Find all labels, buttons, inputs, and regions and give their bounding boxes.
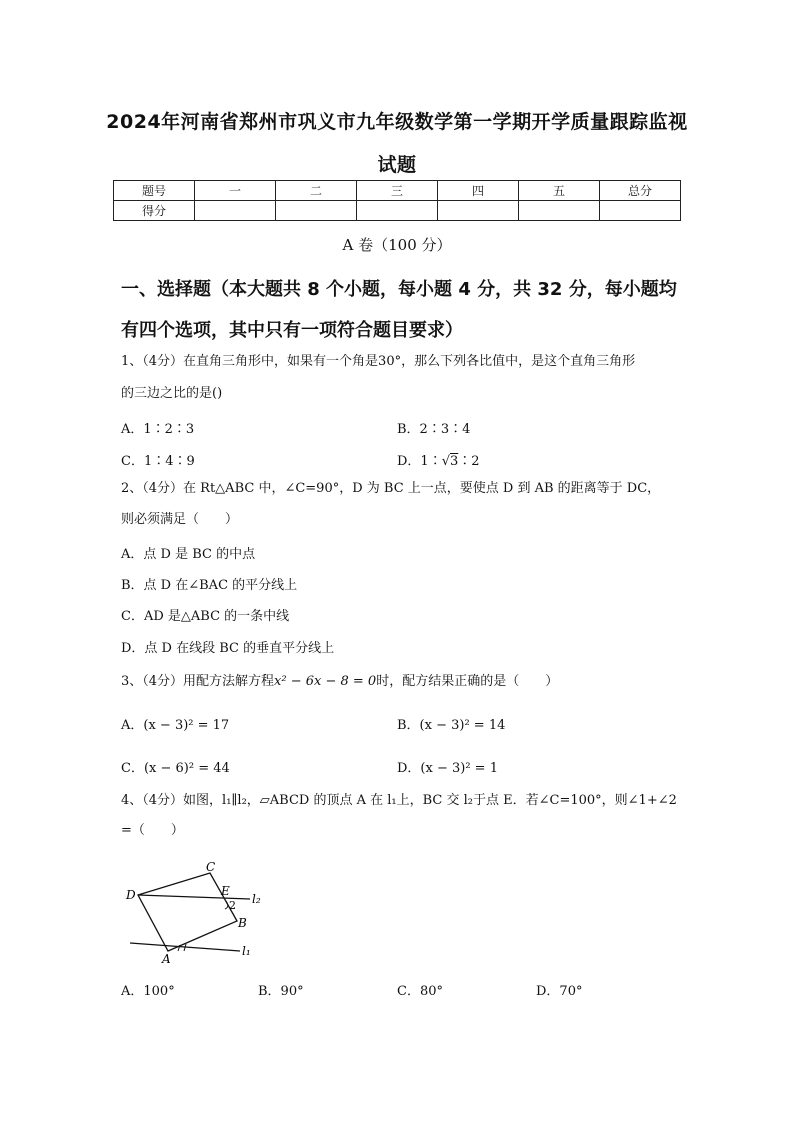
part1-heading-line1: 一、选择题（本大题共 8 个小题，每小题 4 分，共 32 分，每小题均 [121, 279, 677, 300]
table-cell: 得分 [114, 201, 195, 221]
table-cell: 三 [357, 181, 438, 201]
table-cell: 题号 [114, 181, 195, 201]
score-input-cell[interactable] [600, 201, 681, 221]
score-input-cell[interactable] [438, 201, 519, 221]
q3-option-b[interactable]: B．(x − 3)² = 14 [397, 718, 506, 733]
table-cell: 二 [276, 181, 357, 201]
q4-geometry-figure [120, 855, 280, 970]
q1-option-d-suffix: ∶2 [458, 454, 480, 469]
table-cell: 总分 [600, 181, 681, 201]
q1-option-d[interactable] [397, 450, 480, 469]
angle-2-mark [225, 901, 228, 909]
doc-title-line1: 2024年河南省郑州市巩义市九年级数学第一学期开学质量跟踪监视 [106, 111, 688, 133]
label-e: E [221, 884, 230, 898]
q1-option-d-prefix: D．1∶ [397, 454, 442, 469]
q2-option-a[interactable]: A．点 D 是 BC 的中点 [121, 547, 256, 562]
q3-stem-suffix: 时，配方结果正确的是（ ） [376, 674, 559, 689]
q1-option-d-radicand: 3 [450, 454, 459, 469]
q3-option-d[interactable]: D．(x − 3)² = 1 [397, 761, 498, 776]
score-table-header-row [114, 181, 681, 201]
q1-option-a[interactable]: A．1∶2∶3 [121, 422, 195, 437]
q3-stem-prefix: 3、（4分）用配方法解方程 [121, 674, 275, 689]
q4-stem-line1: 4、（4分）如图，l₁∥l₂，▱ABCD 的顶点 A 在 l₁上，BC 交 l₂于点 E．若∠C=100°，则∠1+∠2 [121, 793, 677, 808]
table-cell: 五 [519, 181, 600, 201]
score-input-cell[interactable] [195, 201, 276, 221]
q2-stem-line1: 2、（4分）在 Rt△ABC 中，∠C=90°，D 为 BC 上一点，要使点 D 到 AB 的距离等于 DC， [121, 481, 661, 496]
doc-title-line2: 试题 [377, 154, 417, 176]
q2-stem-line2: 则必须满足（ ） [121, 512, 239, 527]
q4-option-c[interactable]: C．80° [397, 984, 443, 999]
score-input-cell[interactable] [276, 201, 357, 221]
q2-option-c[interactable]: C．AD 是△ABC 的一条中线 [121, 609, 290, 624]
score-table-score-row [114, 201, 681, 221]
q1-stem-line2: 的三边之比的是() [121, 386, 223, 401]
q2-option-b[interactable]: B．点 D 在∠BAC 的平分线上 [121, 578, 298, 593]
section-a-heading: A 卷（100 分） [342, 236, 452, 254]
q3-equation: x² − 6x − 8 = 0 [274, 674, 377, 689]
q4-option-a[interactable]: A．100° [121, 984, 175, 999]
score-input-cell[interactable] [357, 201, 438, 221]
label-d: D [126, 888, 136, 902]
q1-option-b[interactable]: B．2∶3∶4 [397, 422, 471, 437]
q3-option-c[interactable]: C．(x − 6)² = 44 [121, 761, 230, 776]
label-c: C [206, 860, 216, 874]
part1-heading-line2: 有四个选项，其中只有一项符合题目要求） [121, 320, 463, 341]
q2-option-d[interactable]: D．点 D 在线段 BC 的垂直平分线上 [121, 641, 335, 656]
sqrt-icon: √ [441, 454, 450, 469]
label-l2: l₂ [252, 892, 261, 906]
q1-option-c[interactable]: C．1∶4∶9 [121, 454, 195, 469]
q4-stem-line2: =（ ） [121, 823, 184, 838]
score-table [113, 180, 681, 221]
q3-option-a[interactable]: A．(x − 3)² = 17 [121, 718, 230, 733]
q4-option-b[interactable]: B．90° [258, 984, 304, 999]
label-b: B [238, 916, 247, 930]
table-cell: 一 [195, 181, 276, 201]
label-l1: l₁ [242, 944, 251, 958]
label-a: A [162, 952, 171, 966]
score-input-cell[interactable] [519, 201, 600, 221]
q3-stem [121, 673, 681, 691]
q1-stem-line1: 1、（4分）在直角三角形中，如果有一个角是30°，那么下列各比值中，是这个直角三角形 [121, 354, 636, 369]
q4-option-d[interactable]: D．70° [536, 984, 583, 999]
label-angle-2: 2 [229, 899, 236, 912]
table-cell: 四 [438, 181, 519, 201]
